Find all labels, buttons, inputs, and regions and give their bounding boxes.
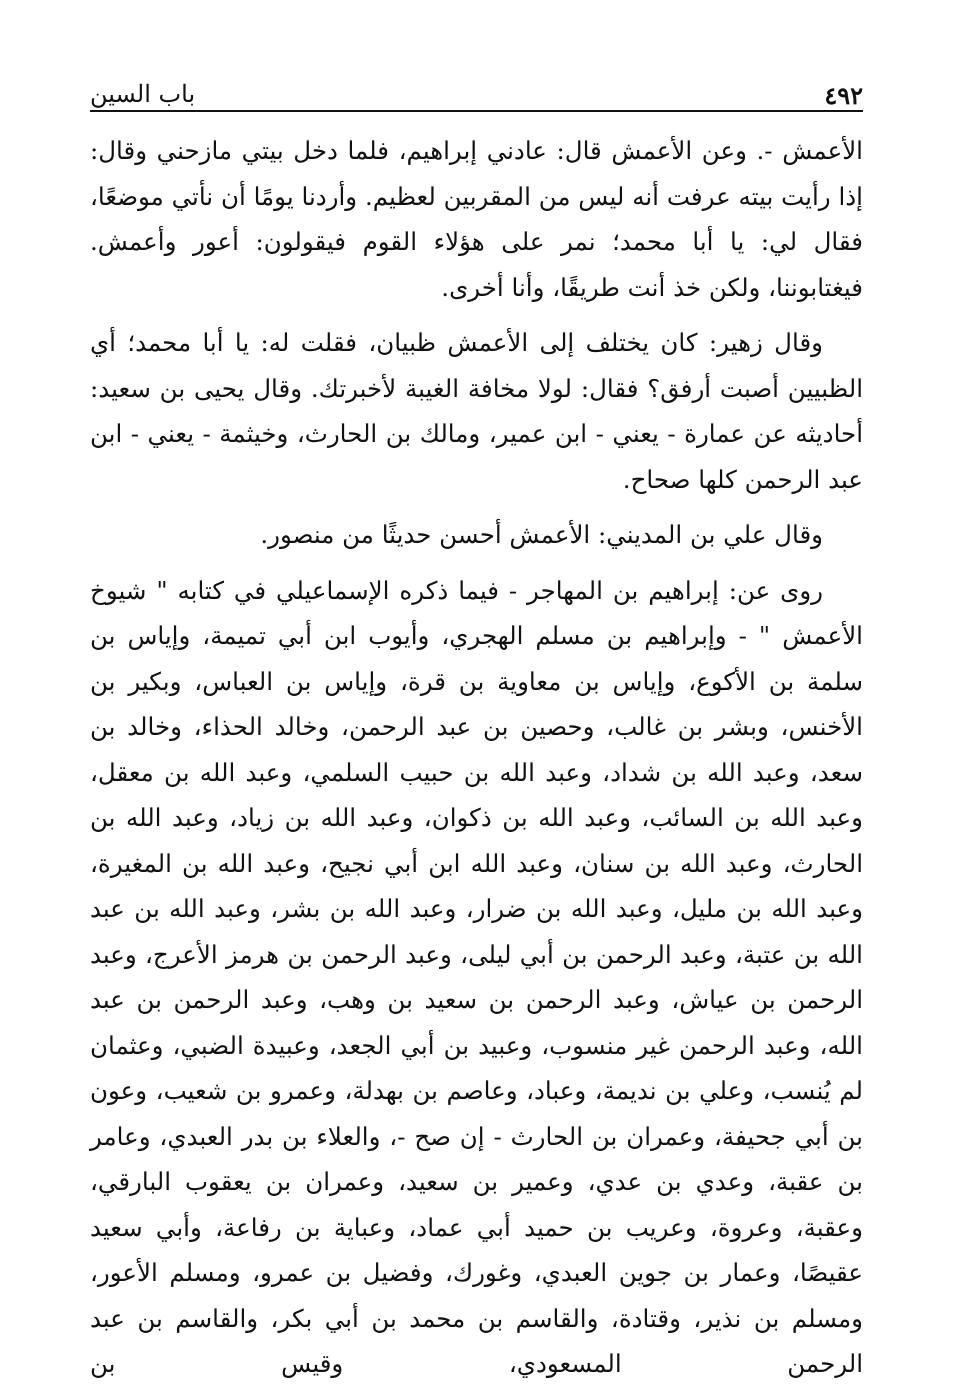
paragraph-1: الأعمش -. وعن الأعمش قال: عادني إبراهيم، فلما دخل بيتي مازحني وقال: إذا رأيت بيته عرفت أنه ليس من المقربين لعظيم. وأردنا يومًا أن نأتي موضعًا، فقال لي: يا أبا محمد؛ نمر على هؤلاء القوم فيقولون: أعور وأعمش. فيغتابوننا، ولكن خذ أنت طريقًا، وأنا أخرى.	[90, 136, 863, 302]
paragraph-3: وقال علي بن المديني: الأعمش أحسن حديثًا من منصور.	[260, 520, 823, 549]
paragraph-4: روى عن: إبراهيم بن المهاجر - فيما ذكره الإسماعيلي في كتابه " شيوخ الأعمش " - وإبراهيم بن مسلم الهجري، وأيوب ابن أبي تميمة، وإياس بن سلمة بن الأكوع، وإياس بن معاوية بن قرة، وإياس بن العباس، وبكير بن الأخنس، وبشر بن غالب، وحصين بن عبد الرحمن، وخالد الحذاء، وخالد بن سعد، وعبد الله بن شداد، وعبد الله بن حبيب السلمي، وعبد الله بن معقل، وعبد الله بن السائب، وعبد الله بن ذكوان، وعبد الله بن زياد، وعبد الله بن الحارث، وعبد الله بن سنان، وعبد الله ابن أبي نجيح، وعبد الله بن المغيرة، وعبد الله بن مليل، وعبد الله بن ضرار، وعبد الله بن بشر، وعبد الله بن عبد الله بن عتبة، وعبد الرحمن بن أبي ليلى، وعبد الرحمن بن هرمز الأعرج، وعبد الرحمن بن عياش، وعبد الرحمن بن سعيد بن وهب، وعبد الرحمن بن عبد الله، وعبد الرحمن غير منسوب، وعبيد بن أبي الجعد، وعبيدة الضبي، وعثمان لم يُنسب، وعلي بن نديمة، وعباد، وعاصم بن بهدلة، وعمرو بن شعيب، وعون بن أبي جحيفة، وعمران بن الحارث - إن صح -، والعلاء بن بدر العبدي، وعامر بن عقبة، وعدي بن عدي، وعمير بن سعيد، وعمران بن يعقوب البارقي، وعقبة، وعروة، وعريب بن حميد أبي عماد، وعباية بن رفاعة، وأبي سعيد عقيصًا، وعمار بن جوين العبدي، وغورك، وفضيل بن عمرو، ومسلم الأعور، ومسلم بن نذير، وقتادة، والقاسم بن محمد بن أبي بكر، والقاسم بن عبد الرحمن المسعودي، وقيس بن	[90, 575, 863, 1378]
body-text	[90, 128, 863, 1397]
page-number: ٤٩٢	[824, 81, 863, 110]
page-header	[90, 58, 863, 112]
paragraph-2: وقال زهير: كان يختلف إلى الأعمش ظبيان، فقلت له: يا أبا محمد؛ أي الظبيين أصبت أرفق؟ فقال: لولا مخافة الغيبة لأخبرتك. وقال يحيى بن سعيد: أحاديثه عن عمارة - يعني - ابن عمير، ومالك بن الحارث، وخيثمة - يعني - ابن عبد الرحمن كلها صحاح.	[90, 328, 863, 494]
section-title: باب السين	[90, 80, 196, 108]
